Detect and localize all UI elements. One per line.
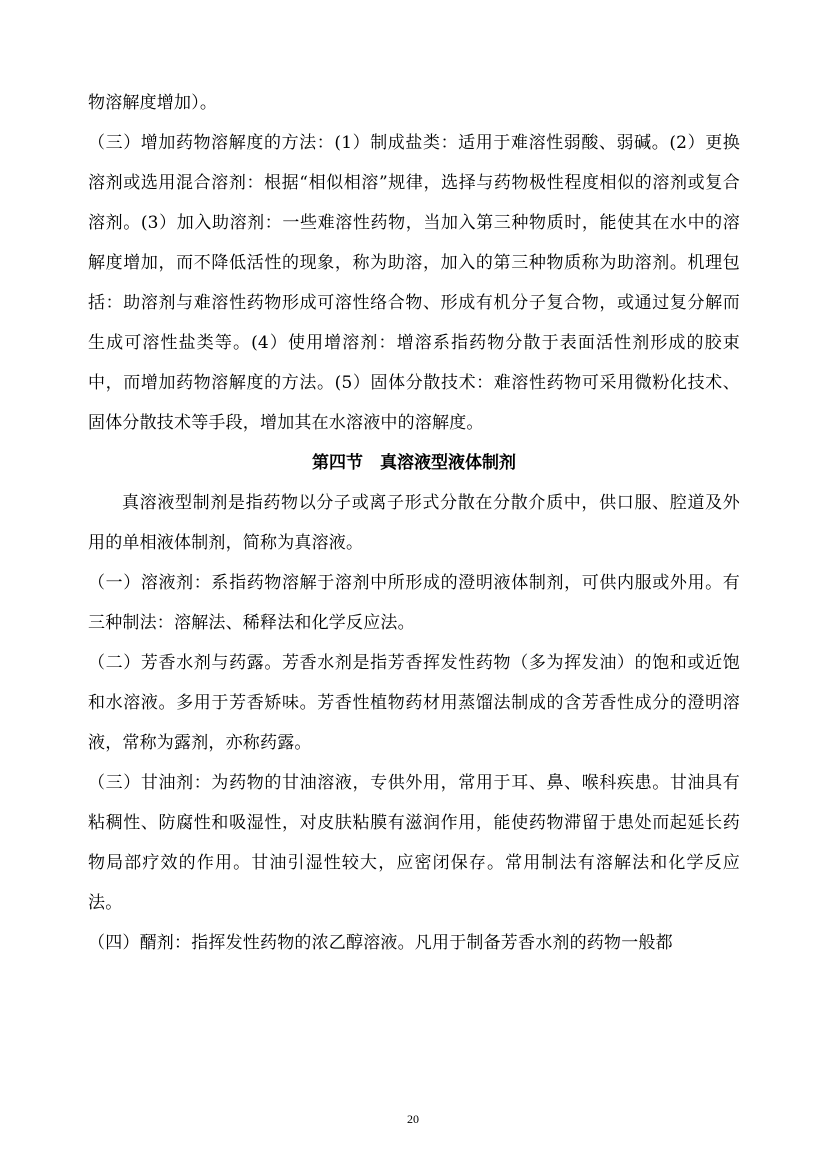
section-title: 第四节 真溶液型液体制剂 bbox=[312, 453, 516, 473]
paragraph-item-2: （二）芳香水剂与药露。芳香水剂是指芳香挥发性药物（多为挥发油）的饱和或近饱和水溶液。多用于芳香矫味。芳香性植物药材用蒸馏法制成的含芳香性成分的澄明溶液，常称为露剂，亦称药露。 bbox=[88, 653, 740, 753]
paragraph-continuation: 物溶解度增加）。 bbox=[88, 93, 218, 113]
paragraph-item-1: （一）溶液剂：系指药物溶解于溶剂中所形成的澄明液体制剂，可供内服或外用。有三种制法：溶解法、稀释法和化学反应法。 bbox=[88, 573, 740, 633]
paragraph-solubility-methods: （三）增加药物溶解度的方法：(1）制成盐类：适用于难溶性弱酸、弱碱。(2）更换溶剂或选用混合溶剂：根据“相似相溶”规律，选择与药物极性程度相似的溶剂或复合溶剂。(3）加入助溶剂：一些难溶性药物，当加入第三种物质时，能使其在水中的溶解度增加，而不降低活性的现象，称为助溶，加入的第三种物质称为助溶剂。机理包括：助溶剂与难溶性药物形成可溶性络合物、形成有机分子复合物，或通过复分解而生成可溶性盐类等。(4）使用增溶剂：增溶系指药物分散于表面活性剂形成的胶束中，而增加药物溶解度的方法。(5）固体分散技术：难溶性药物可采用微粉化技术、固体分散技术等手段，增加其在水溶液中的溶解度。 bbox=[88, 133, 740, 433]
page-body bbox=[88, 83, 740, 963]
paragraph-intro: 真溶液型制剂是指药物以分子或离子形式分散在分散介质中，供口服、腔道及外用的单相液体制剂，简称为真溶液。 bbox=[88, 493, 740, 553]
page-number: 20 bbox=[407, 1112, 419, 1126]
paragraph-item-4: （四）醑剂：指挥发性药物的浓乙醇溶液。凡用于制备芳香水剂的药物一般都 bbox=[88, 933, 673, 953]
paragraph-item-3: （三）甘油剂：为药物的甘油溶液，专供外用，常用于耳、鼻、喉科疾患。甘油具有粘稠性、防腐性和吸湿性，对皮肤粘膜有滋润作用，能使药物滞留于患处而起延长药物局部疗效的作用。甘油引湿性较大，应密闭保存。常用制法有溶解法和化学反应法。 bbox=[88, 773, 740, 913]
